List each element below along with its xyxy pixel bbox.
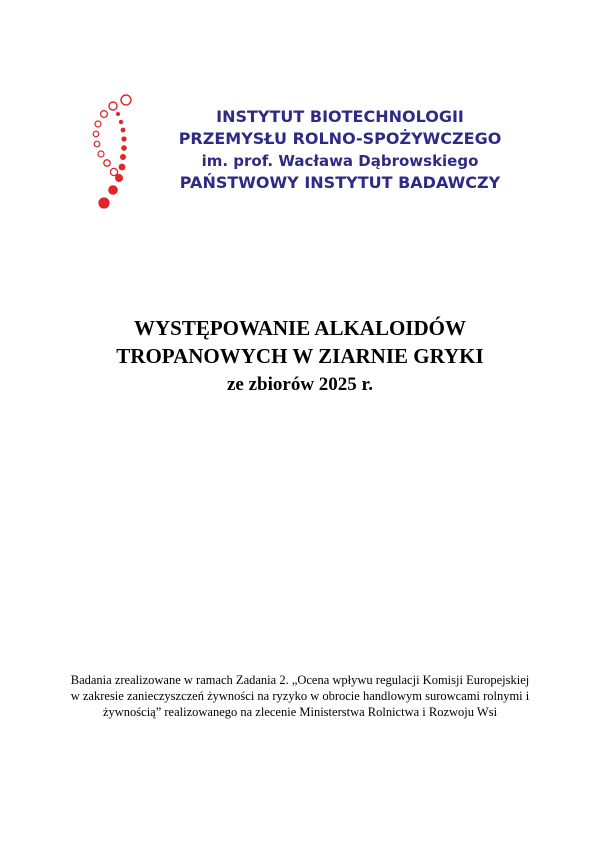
logo-dot — [119, 120, 123, 124]
document-title-line-1: WYSTĘPOWANIE ALKALOIDÓW — [134, 316, 466, 340]
logo-dot — [119, 164, 126, 171]
institute-name-line-4: PAŃSTWOWY INSTYTUT BADAWCZY — [179, 173, 501, 192]
funding-note-line-2: w zakresie zanieczyszczeń żywności na ryzyko w obrocie handlowym surowcami rolnymi i — [70, 689, 530, 703]
institute-name-line-1: INSTYTUT BIOTECHNOLOGII — [216, 107, 464, 126]
logo-dot — [98, 197, 109, 208]
institute-name — [140, 106, 540, 194]
institute-name-line-2: PRZEMYSŁU ROLNO-SPOŻYWCZEGO — [178, 129, 502, 148]
logo-dot — [121, 145, 127, 151]
logo-dot — [121, 128, 126, 133]
logo-dot — [110, 168, 117, 175]
logo-dot — [93, 131, 99, 137]
logo-dot — [98, 151, 104, 157]
institute-name-line-3: im. prof. Wacława Dąbrowskiego — [201, 152, 479, 170]
logo-dot — [121, 136, 126, 141]
logo-dot — [121, 95, 131, 105]
logo-dot — [104, 160, 110, 166]
logo-dot — [116, 112, 120, 116]
logo-dot — [120, 154, 126, 160]
logo-dot — [101, 111, 108, 118]
logo-dot — [108, 185, 118, 195]
document-title — [0, 314, 600, 400]
funding-note-line-3: żywnością” realizowanego na zlecenie Ministerstwa Rolnictwa i Rozwoju Wsi — [102, 705, 498, 719]
logo-dot — [95, 121, 101, 127]
document-title-line-2: TROPANOWYCH W ZIARNIE GRYKI — [116, 344, 484, 368]
logo-dot — [115, 174, 123, 182]
logo-dot — [94, 141, 100, 147]
funding-note — [40, 672, 560, 720]
document-subtitle: ze zbiorów 2025 r. — [227, 374, 373, 395]
institute-logo-dots-icon — [88, 92, 148, 214]
funding-note-line-1: Badania zrealizowane w ramach Zadania 2. „Ocena wpływu regulacji Komisji Europejskiej — [70, 673, 530, 687]
logo-dot — [109, 102, 117, 110]
